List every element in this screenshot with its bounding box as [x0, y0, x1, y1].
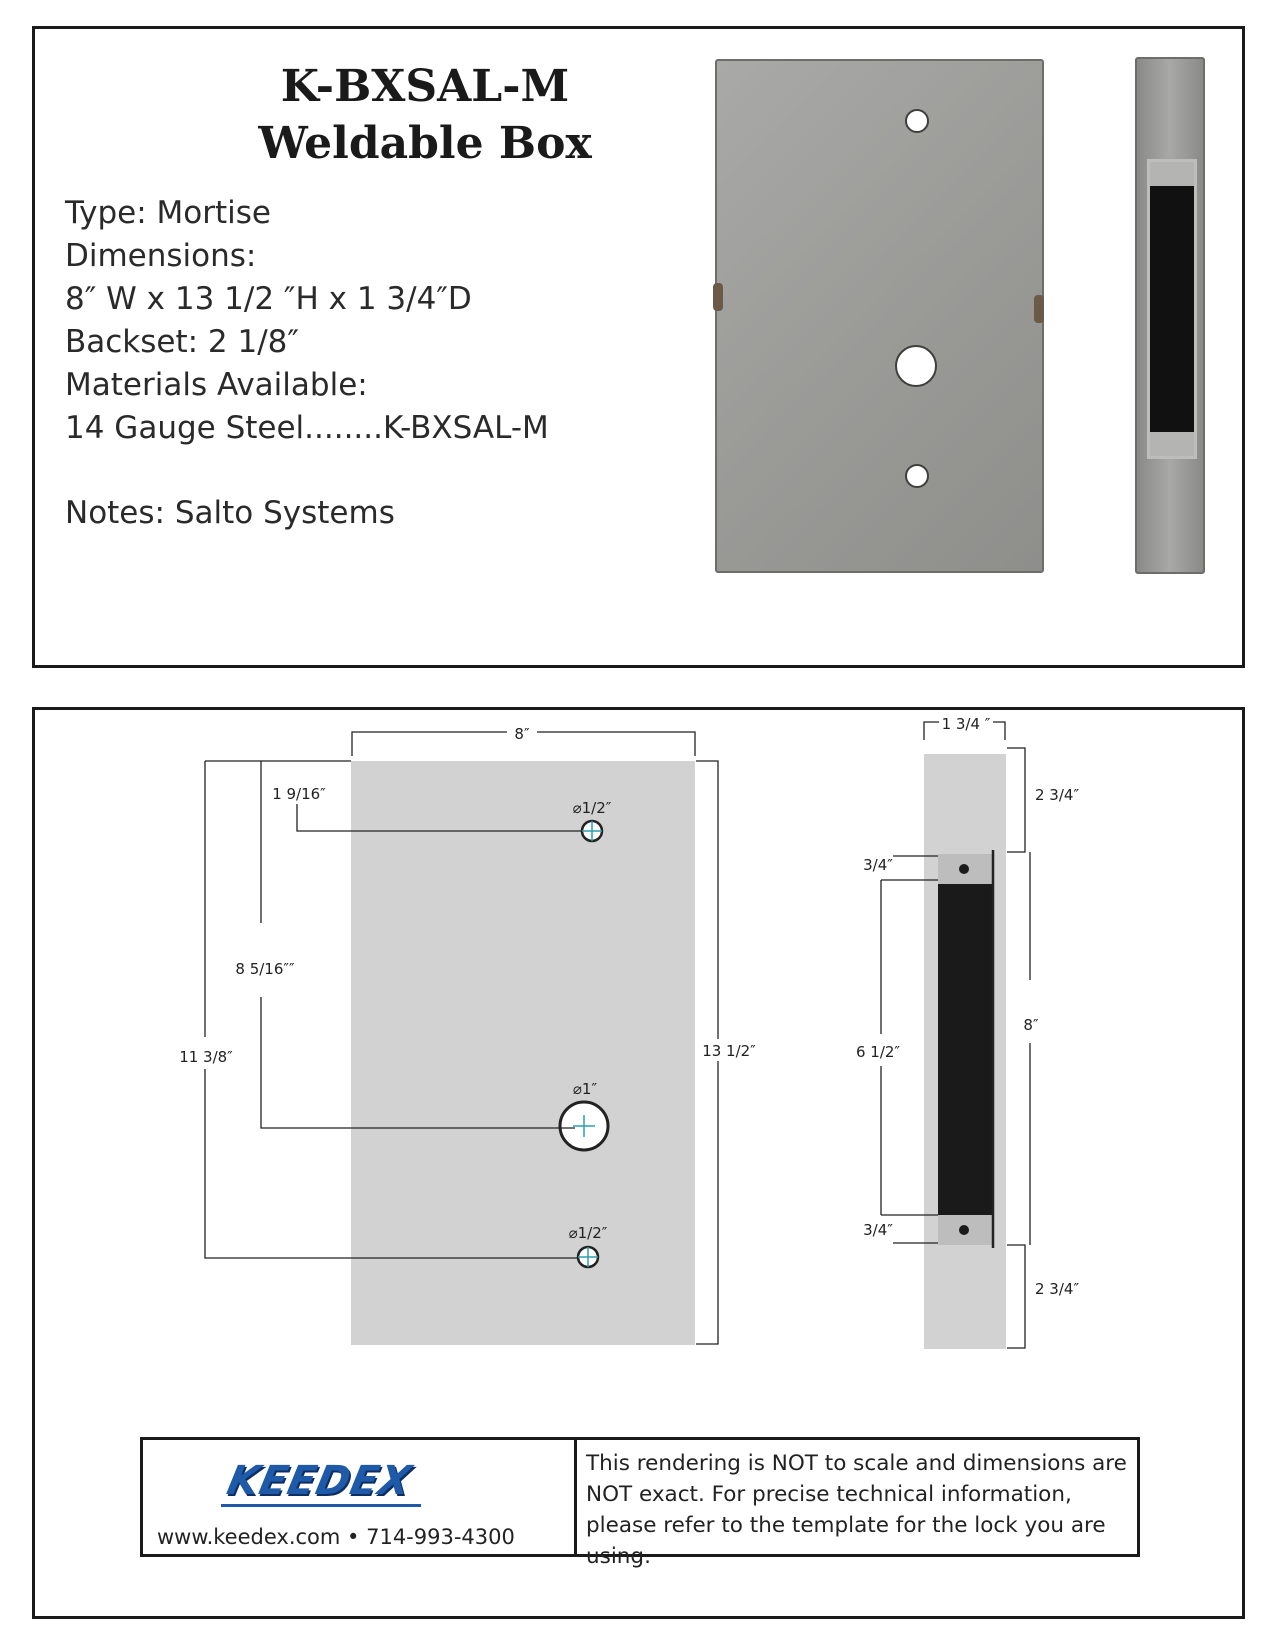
spec-dimensions-label: Dimensions:: [65, 238, 257, 274]
product-name-title: Weldable Box: [258, 118, 592, 169]
spec-type: Type: Mortise: [65, 195, 271, 231]
hole-spacing-label: 6 1/2″: [855, 1043, 901, 1061]
side-slot: [938, 854, 993, 1245]
photo-side-tab-bottom: [1150, 432, 1194, 456]
bottom-hole-offset-label: 11 3/8″: [179, 1048, 233, 1066]
spec-backset: Backset: 2 1/8″: [65, 324, 299, 360]
depth-label: 1 3/4 ″: [941, 715, 991, 733]
side-bottom-offset-label: 2 3/4″: [1035, 1280, 1080, 1298]
photo-side-tab-top: [1150, 162, 1194, 186]
tab-bottom-label: 3/4″: [863, 1221, 893, 1239]
spec-materials-value: 14 Gauge Steel........K-BXSAL-M: [65, 410, 549, 446]
bottom-hole-diameter: ⌀1/2″: [568, 1224, 608, 1242]
photo-weld-right: [1034, 295, 1044, 323]
width-label: 8″: [514, 725, 530, 743]
photo-side-slot: [1147, 159, 1197, 459]
product-info-panel: [32, 26, 1245, 668]
photo-center-hole: [895, 345, 937, 387]
contact-info: www.keedex.com • 714-993-4300: [157, 1525, 515, 1549]
top-hole-diameter: ⌀1/2″: [572, 799, 612, 817]
footer-divider: [574, 1440, 577, 1554]
logo-underline: [221, 1504, 421, 1507]
spec-notes: Notes: Salto Systems: [65, 495, 395, 531]
side-tab-top-hole: [959, 864, 969, 874]
middle-hole-offset-label: 8 5/16″″: [235, 960, 295, 978]
box-side-photo: [1135, 57, 1205, 574]
photo-weld-left: [713, 283, 723, 311]
side-top-offset-label: 2 3/4″: [1035, 786, 1080, 804]
disclaimer-text: This rendering is NOT to scale and dimensions are NOT exact. For precise technical information, please refer to the template for the lock you are using.: [586, 1451, 1127, 1569]
side-tab-bottom-hole: [959, 1225, 969, 1235]
box-front-photo: [715, 59, 1044, 573]
photo-top-hole: [905, 109, 929, 133]
spec-materials-label: Materials Available:: [65, 367, 368, 403]
footer-box: [140, 1437, 1140, 1569]
middle-hole-diameter: ⌀1″: [572, 1080, 598, 1098]
technical-drawing-panel: [32, 707, 1245, 1619]
product-code-title: K-BXSAL-M: [280, 61, 570, 112]
height-label: 13 1/2″: [702, 1042, 756, 1060]
tab-top-label: 3/4″: [863, 856, 893, 874]
side-top-offset-line: [1007, 748, 1025, 852]
spec-dimensions-value: 8″ W x 13 1/2 ″H x 1 3/4″D: [65, 281, 472, 317]
side-bottom-offset-line: [1007, 1245, 1025, 1348]
keedex-logo: KEEDEX: [223, 1458, 416, 1504]
top-hole-offset-label: 1 9/16″: [272, 785, 326, 803]
photo-bottom-hole: [905, 464, 929, 488]
side-slot-length-label: 8″: [1023, 1016, 1039, 1034]
